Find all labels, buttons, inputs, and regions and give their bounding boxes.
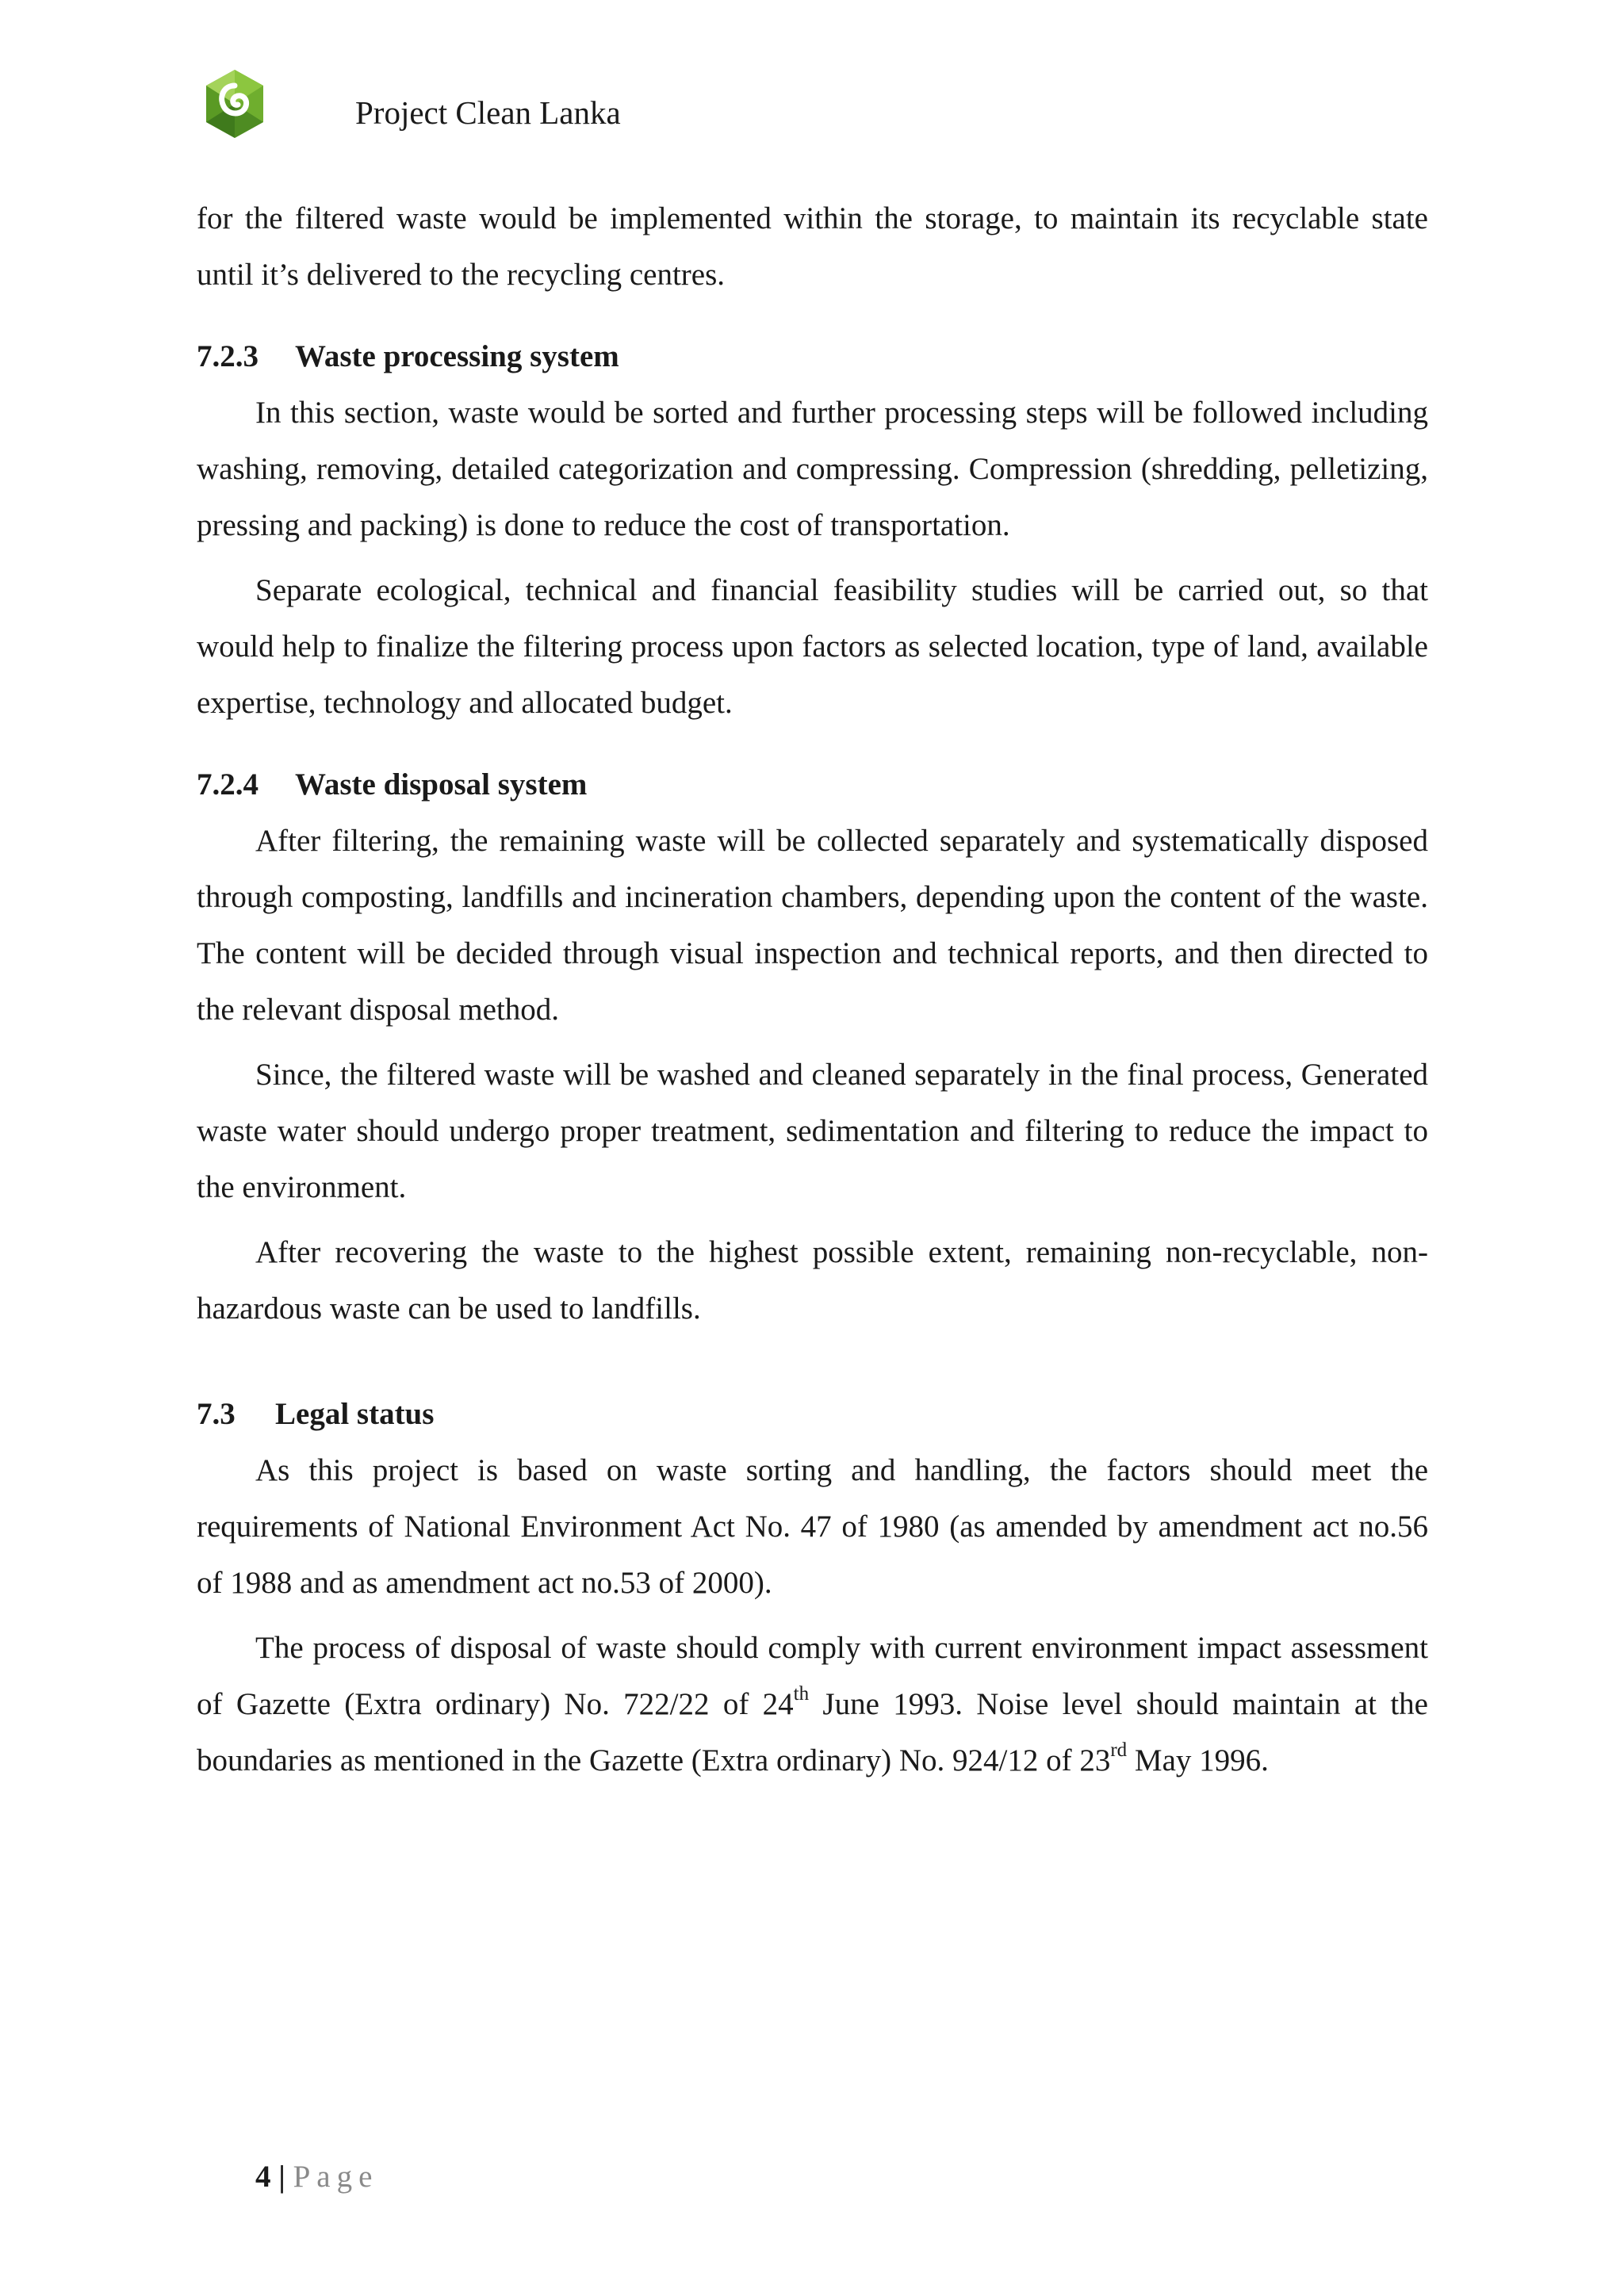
page-footer <box>255 2161 378 2192</box>
paragraph: Separate ecological, technical and financial feasibility studies will be carried out, so that would help to finalize the filtering process upon factors as selected location, type of land, available expertise, technology and allocated budget. <box>197 573 1428 720</box>
page-number: 4 <box>255 2160 271 2194</box>
text-run: The process of disposal of waste should comply with current environment impact assessment of Gazette (Extra ordinary) No. 722/22 of 24 <box>197 1631 1428 1721</box>
section-title: Waste disposal system <box>295 767 588 802</box>
paragraph <box>197 1620 1428 1789</box>
section-title: Waste processing system <box>295 339 619 373</box>
page-label: Page <box>293 2160 379 2194</box>
paragraph: In this section, waste would be sorted and further processing steps will be followed including washing, removing, detailed categorization and compressing. Compression (shredding, pelletizing, pressing and packing) is done to reduce the cost of transportation. <box>197 396 1428 542</box>
section-heading-7-2-4 <box>197 756 1428 813</box>
text-run: May 1996. <box>1127 1743 1269 1777</box>
footer-separator: | <box>278 2160 285 2194</box>
paragraph: After filtering, the remaining waste will be collected separately and systematically disposed through composting, landfills and incineration chambers, depending upon the content of the waste. The content will be decided through visual inspection and technical reports, and then directed to the relevant disposal method. <box>197 824 1428 1027</box>
text-run: June 1993. Noise level should maintain at the boundaries as mentioned in the Gazette (Extra ordinary) No. 924/12 of 23 <box>197 1687 1428 1777</box>
section-number: 7.2.3 <box>197 339 259 373</box>
paragraph: As this project is based on waste sorting and handling, the factors should meet the requirements of National Environment Act No. 47 of 1980 (as amended by amendment act no.56 of 1988 and as amendment act no.53 of 2000). <box>197 1453 1428 1600</box>
superscript: rd <box>1110 1739 1128 1761</box>
section-number: 7.3 <box>197 1397 236 1431</box>
section-heading-7-2-3 <box>197 328 1428 385</box>
project-logo-icon <box>203 68 266 140</box>
section-title: Legal status <box>275 1397 435 1431</box>
paragraph: Since, the filtered waste will be washed and cleaned separately in the final process, Generated waste water should undergo proper treatment, sedimentation and filtering to reduce the impact to the environment. <box>197 1058 1428 1204</box>
continued-paragraph: for the filtered waste would be implemented within the storage, to maintain its recyclable state until it’s delivered to the recycling centres. <box>197 201 1428 292</box>
superscript: th <box>793 1683 810 1705</box>
section-number: 7.2.4 <box>197 767 259 802</box>
header-title: Project Clean Lanka <box>355 94 621 131</box>
page-header <box>203 62 1472 149</box>
paragraph: After recovering the waste to the highest possible extent, remaining non-recyclable, non-hazardous waste can be used to landfills. <box>197 1235 1428 1326</box>
document-body <box>197 190 1428 1789</box>
section-heading-7-3 <box>197 1386 1428 1442</box>
